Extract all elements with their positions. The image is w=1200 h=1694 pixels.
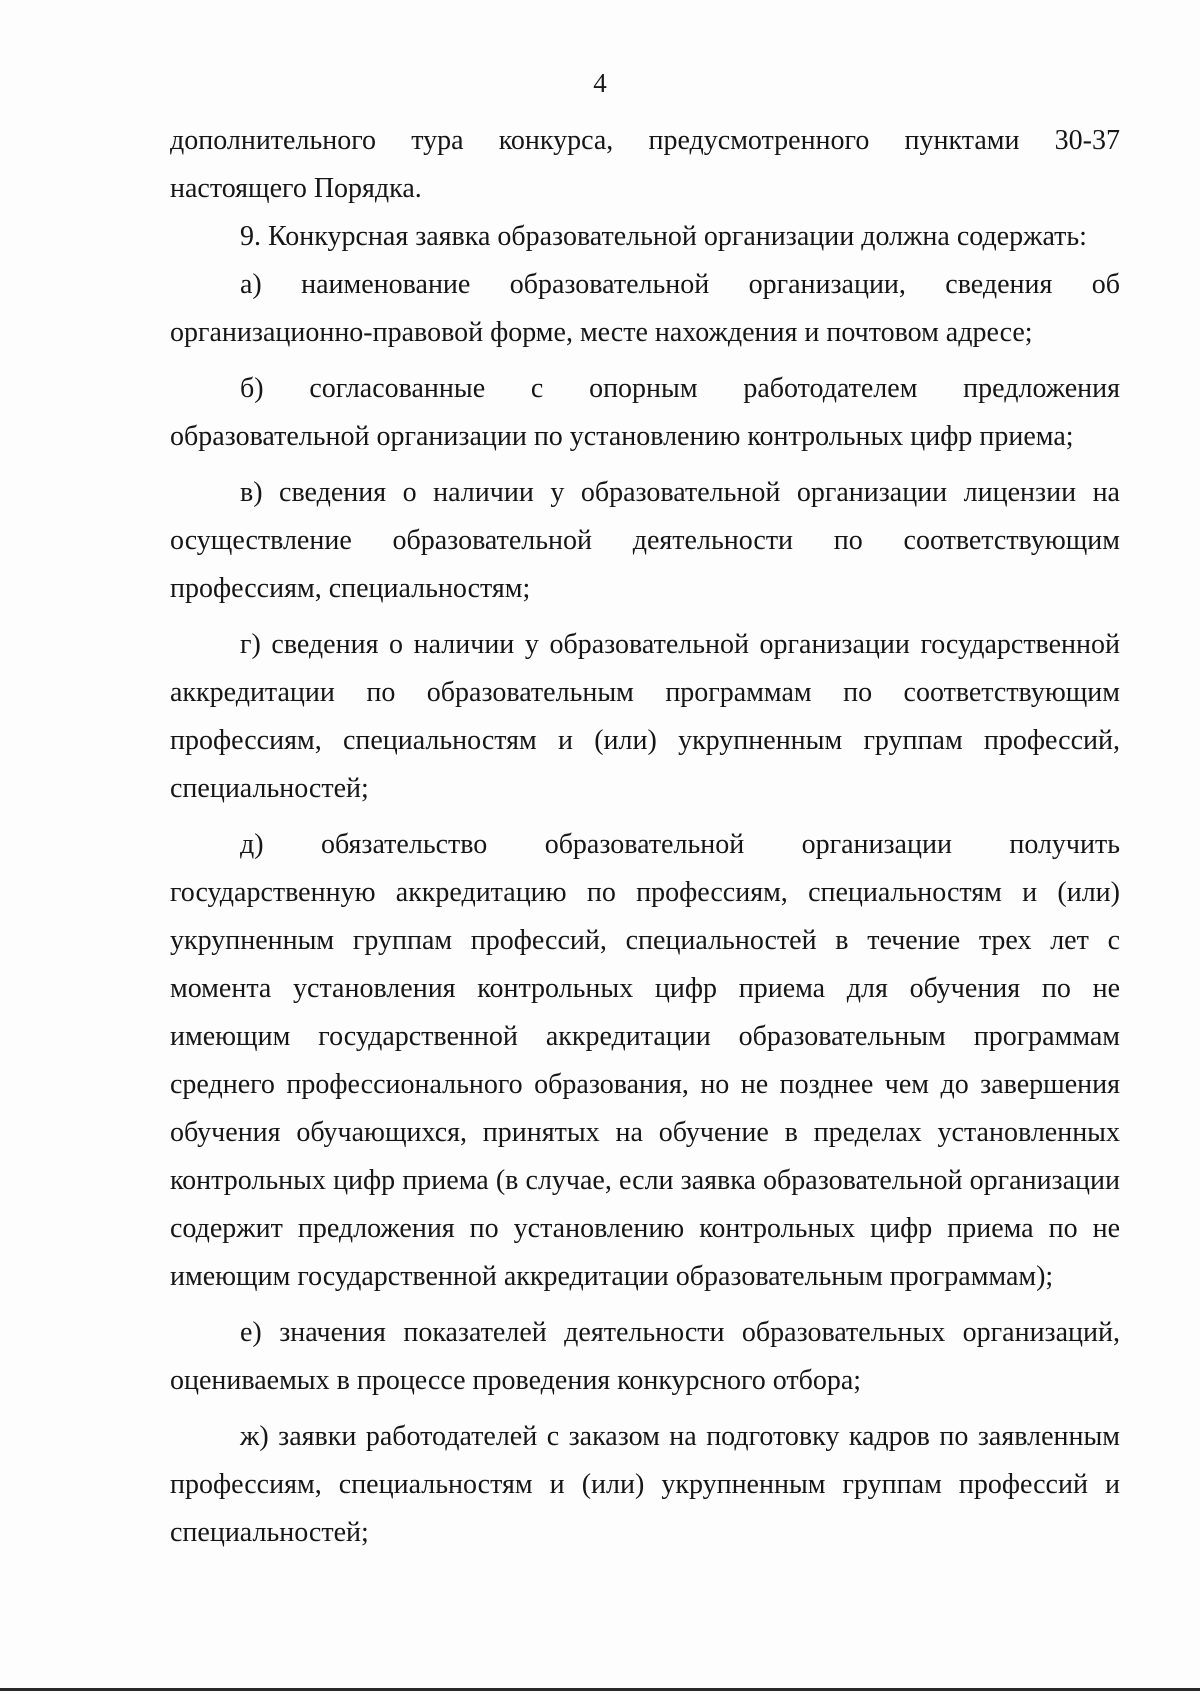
document-body (170, 117, 1120, 1557)
bottom-scan-edge (0, 1688, 1200, 1691)
paragraph-continuation: дополнительного тура конкурса, предусмотренного пунктами 30-37 настоящего Порядка. (170, 125, 1120, 204)
paragraph-item-d: д) обязательство образовательной организации получить государственную аккредитацию по профессиям, специальностям и (или) укрупненным группам профессий, специальностей в течение трех лет с момента установления контрольных цифр приема для обучения по не имеющим государственной аккредитации образовательным программам среднего профессионального образования, но не позднее чем до завершения обучения обучающихся, принятых на обучение в пределах установленных контрольных цифр приема (в случае, если заявка образовательной организации содержит предложения по установлению контрольных цифр приема по не имеющим государственной аккредитации образовательным программам); (170, 829, 1120, 1292)
paragraph-item-v: в) сведения о наличии у образовательной организации лицензии на осуществление образовательной деятельности по соответствующим профессиям, специальностям; (170, 477, 1120, 604)
paragraph-item-e: е) значения показателей деятельности образовательных организаций, оцениваемых в процессе проведения конкурсного отбора; (170, 1317, 1120, 1396)
paragraph-item-b: б) согласованные с опорным работодателем предложения образовательной организации по установлению контрольных цифр приема; (170, 373, 1120, 452)
page-number: 4 (593, 68, 607, 98)
paragraph-item-g: г) сведения о наличии у образовательной организации государственной аккредитации по образовательным программам по соответствующим профессиям, специальностям и (или) укрупненным группам профессий, специальностей; (170, 629, 1120, 804)
paragraph-item-9: 9. Конкурсная заявка образовательной организации должна содержать: (240, 221, 1087, 252)
paragraph-item-zh: ж) заявки работодателей с заказом на подготовку кадров по заявленным профессиям, специальностям и (или) укрупненным группам профессий и специальностей; (170, 1421, 1120, 1548)
paragraph-item-a: а) наименование образовательной организации, сведения об организационно-правовой форме, месте нахождения и почтовом адресе; (170, 269, 1120, 348)
